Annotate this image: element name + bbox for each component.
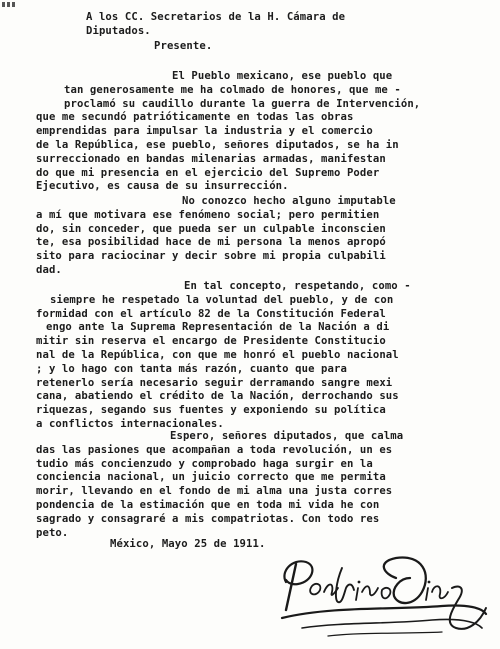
paragraph-1 bbox=[36, 70, 476, 194]
paragraph-line: de la República, ese pueblo, señores diputados, se ha in bbox=[36, 138, 399, 151]
paragraph-line: a conflictos internacionales. bbox=[36, 417, 224, 430]
paragraph-line: formidad con el artículo 82 de la Constitución Federal bbox=[36, 307, 386, 320]
paragraph-line: riquezas, segando sus fuentes y exponiendo su política bbox=[36, 404, 386, 417]
signature bbox=[272, 548, 494, 644]
paragraph-line: te, esa posibilidad hace de mi persona la menos apropó bbox=[36, 236, 386, 249]
paragraph-4 bbox=[36, 430, 476, 540]
paragraph-line: pondencia de la estimación que en toda mi vida he con bbox=[36, 498, 380, 511]
paragraph-line: ; y lo hago con tanta más razón, cuanto que para bbox=[36, 362, 347, 375]
paragraph-line: morir, llevando en el fondo de mi alma una justa corres bbox=[36, 485, 393, 498]
paragraph-line: Espero, señores diputados, que calma bbox=[170, 430, 404, 442]
paragraph-line: sito para raciocinar y decir sobre mi propia culpabili bbox=[36, 250, 386, 263]
paragraph-line: mitir sin reserva el encargo de Presidente Constitucio bbox=[36, 335, 386, 348]
paragraph-line: El Pueblo mexicano, ese pueblo que bbox=[172, 70, 393, 82]
paragraph-line: cana, abatiendo el crédito de la Nación, derrochando sus bbox=[36, 390, 399, 403]
paragraph-line: conciencia nacional, un juicio correcto que me permita bbox=[36, 471, 386, 484]
paragraph-line: tudio más concienzudo y comprobado haga surgir en la bbox=[36, 457, 373, 470]
paragraph-3 bbox=[36, 280, 476, 432]
paragraph-line: tan generosamente me ha colmado de honores, que me - bbox=[64, 83, 401, 96]
paragraph-line: siempre he respetado la voluntad del pueblo, y de con bbox=[50, 293, 394, 306]
paragraph-line: proclamó su caudillo durante la guerra de Intervención, bbox=[64, 97, 421, 110]
address-presente: Presente. bbox=[154, 40, 213, 52]
paragraph-line: Ejecutivo, es causa de su insurrección. bbox=[36, 180, 289, 193]
paragraph-2 bbox=[36, 195, 476, 278]
paragraph-line: dad. bbox=[36, 263, 62, 276]
paragraph-line: sagrado y consagraré a mis compatriotas. Con todo res bbox=[36, 512, 380, 525]
paragraph-line: a mí que motivara ese fenómeno social; pero permitien bbox=[36, 208, 380, 221]
paragraph-line: do que mi presencia en el ejercicio del Supremo Poder bbox=[36, 166, 380, 179]
paragraph-line: das las pasiones que acompañan a toda revolución, un es bbox=[36, 443, 393, 456]
paragraph-line: retenerlo sería necesario seguir derramando sangre mexi bbox=[36, 376, 393, 389]
paragraph-line: surreccionado en bandas milenarias armadas, manifestan bbox=[36, 152, 386, 165]
paragraph-line: engo ante la Suprema Representación de la Nación a di bbox=[46, 321, 390, 334]
paragraph-line: peto. bbox=[36, 526, 69, 539]
address-line-2: Diputados. bbox=[86, 25, 151, 37]
paragraph-line: No conozco hecho alguno imputable bbox=[182, 195, 396, 207]
corner-mark bbox=[2, 1, 16, 8]
paragraph-line: En tal concepto, respetando, como - bbox=[184, 280, 411, 292]
paragraph-line: nal de la República, con que me honró el pueblo nacional bbox=[36, 348, 399, 361]
address-line-1: A los CC. Secretarios de la H. Cámara de bbox=[86, 11, 346, 23]
date-line: México, Mayo 25 de 1911. bbox=[110, 538, 266, 550]
paragraph-line: do, sin conceder, que pueda ser un culpable inconscien bbox=[36, 222, 386, 235]
paragraph-line: emprendidas para impulsar la industria y el comercio bbox=[36, 125, 373, 138]
paragraph-line: que me secundó patrióticamente en todas las obras bbox=[36, 111, 354, 124]
